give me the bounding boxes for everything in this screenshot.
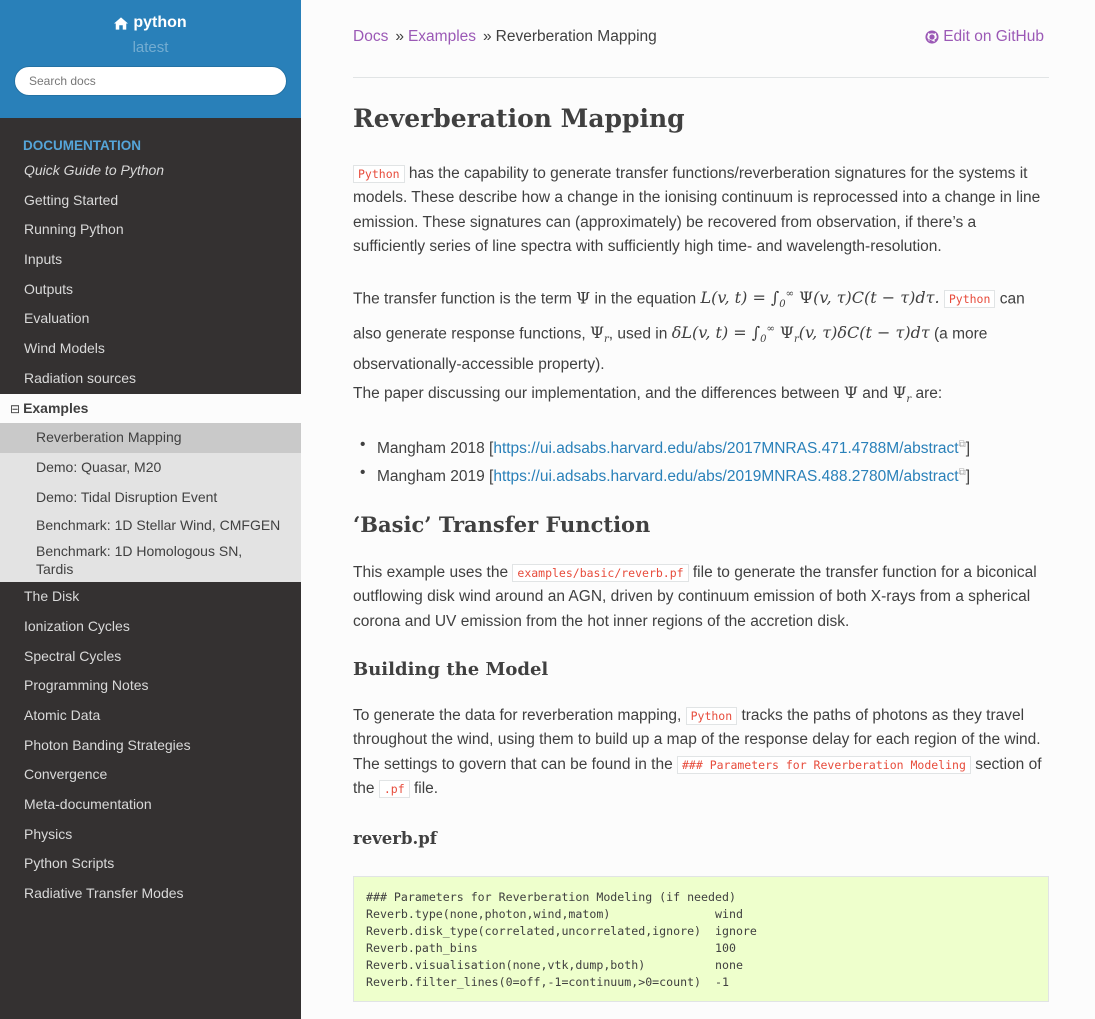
nav-item[interactable]: Outputs: [24, 280, 74, 297]
inline-code: examples/basic/reverb.pf: [512, 564, 688, 582]
paragraph-text: The transfer function is the term: [353, 290, 572, 308]
menu-caption: DOCUMENTATION: [23, 138, 141, 153]
code-line: Reverb.disk_type(correlated,uncorrelated,ignore) ignore: [366, 923, 757, 938]
inline-code: .pf: [379, 780, 410, 798]
brand-name: python: [133, 14, 187, 31]
inline-code: Python: [353, 165, 405, 183]
subnav-item[interactable]: Demo: Tidal Disruption Event: [36, 488, 218, 505]
math-response-equation: δL(v, $t) = \int_0^\infty$ $\Psi_r(v$, τ)δC(t − τ)dτ: [671, 323, 930, 346]
reference-close: ]: [965, 440, 971, 458]
nav-item[interactable]: Inputs: [24, 251, 63, 268]
home-icon: [114, 17, 128, 30]
breadcrumb-separator: »: [483, 28, 492, 45]
nav-item[interactable]: Atomic Data: [24, 707, 101, 723]
nav-item[interactable]: Ionization Cycles: [24, 617, 130, 634]
paragraph-text: file to generate the transfer function for a biconical outflowing disk wind around an AGN, driven by continuum emission of both X-rays from a spherical corona and UV emission from the hot inner regions of the accretion disk.: [353, 564, 1037, 630]
paragraph-text: can also generate response functions,: [353, 290, 1025, 343]
paragraph-text: This example uses the: [353, 564, 509, 581]
paragraph-text: are:: [915, 385, 943, 402]
paper-paragraph: [353, 381, 1049, 412]
nav-item[interactable]: Getting Started: [24, 191, 119, 208]
breadcrumb-separator: »: [395, 28, 404, 45]
nav-item[interactable]: Physics: [24, 825, 73, 842]
nav-item[interactable]: Meta-documentation: [24, 796, 152, 813]
section-heading: ‘Basic’ Transfer Function: [353, 512, 651, 537]
paragraph-text: tracks the paths of photons as they travel throughout the wind, using them to build up a map of the response delay for each region of the wind. The settings to govern that can be found in the: [353, 707, 1041, 773]
external-link-icon: ⧉: [958, 467, 966, 478]
github-icon: [925, 30, 939, 44]
math-psi-r: $\Psi_r$: [892, 383, 912, 406]
nav-item[interactable]: Convergence: [24, 766, 108, 783]
code-line: ### Parameters for Reverberation Modeling (if needed): [366, 890, 736, 904]
subnav-item-active[interactable]: Reverberation Mapping: [0, 423, 301, 453]
code-content: [366, 889, 1036, 990]
reference-link[interactable]: https://ui.adsabs.harvard.edu/abs/2017MNRAS.471.4788M/abstract: [493, 440, 959, 458]
nav-item[interactable]: Python Scripts: [24, 855, 115, 872]
subsection-heading: Building the Model: [353, 659, 549, 680]
inline-code: Python: [686, 707, 738, 725]
code-line: Reverb.filter_lines(0=off,-1=continuum,>0=count) -1: [366, 974, 729, 989]
model-paragraph: [353, 704, 1049, 801]
sidebar: [0, 0, 301, 1019]
sidebar-header: [0, 0, 301, 118]
nav-item[interactable]: Quick Guide to Python: [24, 162, 165, 178]
code-line: Reverb.visualisation(none,vtk,dump,both) none: [366, 957, 743, 972]
paragraph-text: file.: [413, 779, 439, 797]
paragraph-text: To generate the data for reverberation mapping,: [353, 707, 682, 724]
math-psi: Ψ: [576, 288, 591, 308]
math-psi-r: $\Psi_r$: [589, 323, 609, 346]
reference-label: Mangham 2019 [: [377, 468, 494, 486]
subnav-item[interactable]: Benchmark: 1D Homologous SN, Tardis: [36, 543, 243, 578]
nav-menu-rest: [0, 582, 301, 909]
edit-on-github-label: Edit on GitHub: [943, 28, 1044, 45]
paragraph-text: (a more observationally-accessible property).: [353, 325, 988, 373]
nav-item-label: Examples: [23, 399, 89, 416]
list-item: [353, 433, 970, 461]
code-line: Reverb.type(none,photon,wind,matom) wind: [366, 906, 743, 921]
paragraph-text: and: [862, 385, 889, 402]
nav-item[interactable]: Wind Models: [24, 340, 105, 357]
paragraph-text: , used in: [608, 325, 668, 343]
file-heading: reverb.pf: [353, 829, 437, 848]
nav-submenu: [0, 423, 301, 582]
subnav-item[interactable]: Demo: Quasar, M20: [36, 458, 162, 475]
subnav-item[interactable]: Benchmark: 1D Stellar Wind, CMFGEN: [36, 517, 281, 534]
nav-item[interactable]: Running Python: [24, 221, 124, 238]
paragraph-text: in the equation: [594, 290, 697, 308]
version-label: latest: [132, 39, 169, 56]
nav-item[interactable]: Radiative Transfer Modes: [24, 885, 184, 902]
math-equation: L(v, $t) = \int_0^\infty$ Ψ(v, τ)C(t − τ)dτ.: [700, 288, 940, 311]
breadcrumb: [353, 28, 1049, 50]
list-item: [353, 461, 970, 489]
breadcrumb-current: Reverberation Mapping: [495, 28, 657, 45]
nav-item[interactable]: Programming Notes: [24, 677, 149, 694]
collapse-toggle-icon[interactable]: ⊟: [10, 401, 21, 416]
reference-label: Mangham 2018 [: [377, 440, 494, 458]
basic-paragraph: [353, 561, 1049, 634]
inline-code: ### Parameters for Reverberation Modeling: [677, 756, 971, 774]
nav-menu: [0, 156, 301, 423]
nav-item[interactable]: The Disk: [24, 588, 80, 605]
paragraph-text: has the capability to generate transfer functions/reverberation signatures for the systems it models. These describe how a change in the ionising continuum is reprocessed into a change in line emission. These signatures can (approximately) be recovered from observation, if there’s a sufficiently series of line spectra with sufficiently high time- and wavelength-resolution.: [353, 165, 1041, 255]
transfer-function-paragraph: [353, 283, 1049, 377]
math-psi: Ψ: [843, 383, 858, 402]
external-link-icon: ⧉: [958, 439, 966, 450]
page-title: Reverberation Mapping: [353, 104, 685, 133]
breadcrumb-docs[interactable]: Docs: [353, 28, 389, 45]
nav-item[interactable]: Evaluation: [24, 310, 90, 327]
reference-list: [353, 433, 970, 489]
inline-code: Python: [944, 290, 996, 308]
home-link[interactable]: [0, 0, 301, 32]
divider: [353, 77, 1049, 78]
paragraph-text: section of the: [353, 755, 1042, 797]
nav-item-examples[interactable]: [0, 394, 301, 424]
paragraph-text: The paper discussing our implementation, and the differences between: [353, 385, 840, 402]
code-line: Reverb.path_bins 100: [366, 940, 736, 955]
code-block[interactable]: [353, 876, 1049, 1002]
nav-item[interactable]: Photon Banding Strategies: [24, 736, 191, 753]
breadcrumb-examples[interactable]: Examples: [407, 28, 477, 45]
reference-close: ]: [965, 468, 971, 486]
search-input[interactable]: [27, 73, 274, 89]
edit-on-github-link[interactable]: [925, 28, 1044, 46]
reference-link[interactable]: https://ui.adsabs.harvard.edu/abs/2019MNRAS.488.2780M/abstract: [493, 468, 959, 486]
nav-item[interactable]: Radiation sources: [24, 369, 137, 386]
search-box: [14, 66, 287, 96]
intro-paragraph: [353, 162, 1049, 259]
nav-item[interactable]: Spectral Cycles: [24, 647, 122, 664]
